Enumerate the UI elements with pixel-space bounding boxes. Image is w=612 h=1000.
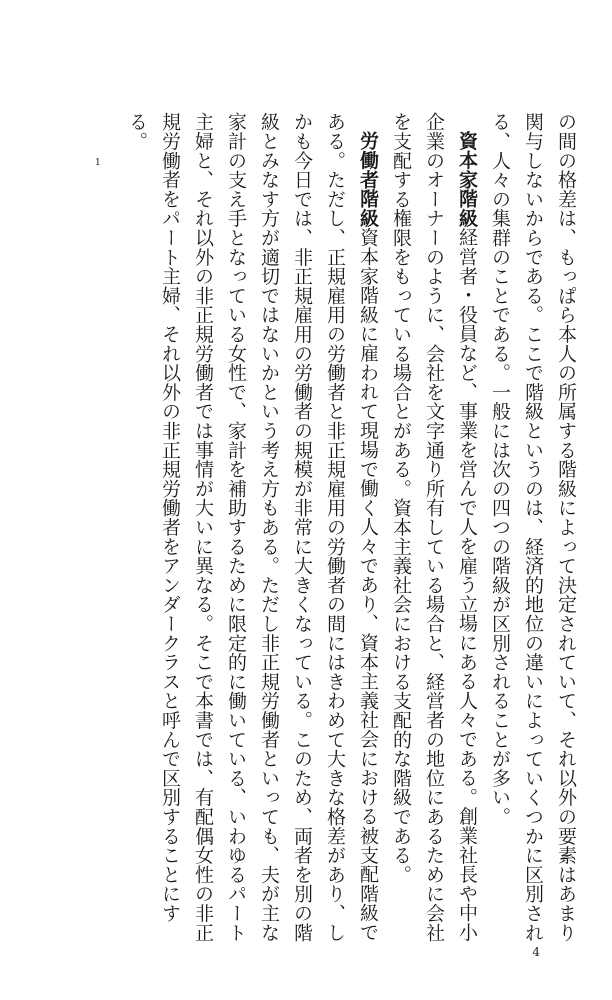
term-heading: 資本家階級 [456, 131, 478, 228]
paragraph-capitalist-class [384, 112, 483, 942]
term-heading: 労働者階級 [357, 131, 379, 228]
footnote-marker: 1 [95, 158, 101, 168]
page-number: 4 [532, 945, 540, 959]
paragraph-body: 経営者・役員など、事業を営んで人を雇う立場にある人々である。創業社長や中小企業のオーナーのように、会社を文字通り所有している場合と、経営者の地位にあるために会社を支配する権限をもっている場合とがある。資本主義社会における支配的な階級である。 [390, 112, 478, 942]
paragraph-intro: の間の格差は、もっぱら本人の所属する階級によって決定されていて、それ以外の要素はあまり関与しないからである。ここで階級というのは、経済的地位の違いによっていくつかに区別される、人々の集群のことである。一般には次の四つの階級が区別されることが多い。 [489, 112, 577, 942]
vertical-text-body [120, 112, 582, 942]
paragraph-body: 資本家階級に雇われて現場で働く人々であり、資本主義社会における被支配階級である。ただし、正規雇用の労働者と非正規雇用の労働者の間にはきわめて大きな格差があり、しかも今日では、非正規雇用の労働者の規模が非常に大きくなっている。このため、両者を別の階級とみなす方が適切ではないかという考え方もある。ただし非正規労働者といっても、夫が主な家計の支え手となっている女性で、家計を補助するために限定的に働いている、いわゆるパート主婦と、それ以外の非正規労働者では事情が大いに異なる。そこで本書では、有配偶女性の非正規労働者をパート主婦、それ以外の非正規労働者をアンダークラスと呼んで区別することにする。 [126, 112, 379, 942]
paragraph-working-class [120, 112, 384, 942]
